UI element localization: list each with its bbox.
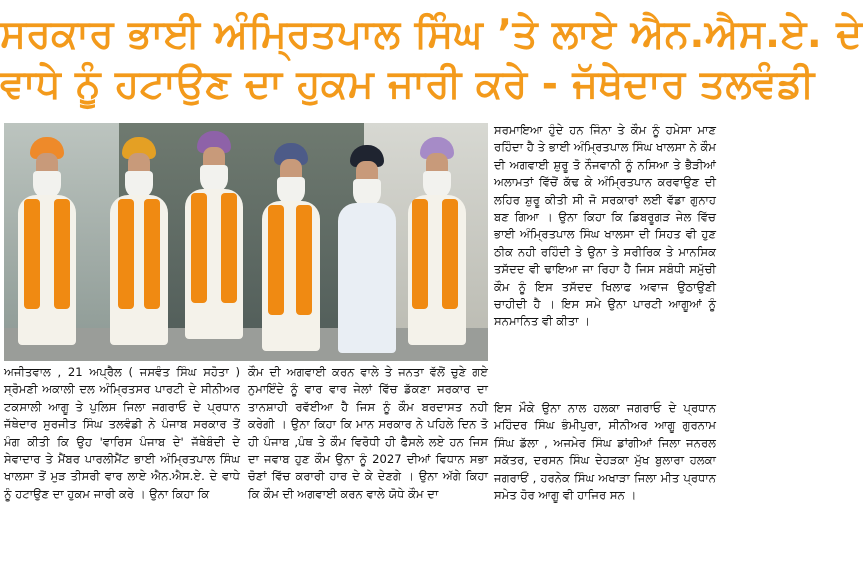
person-5 xyxy=(332,123,402,361)
headline-line-2: ਵਾਧੇ ਨੂੰ ਹਟਾਉਣ ਦਾ ਹੁਕਮ ਜਾਰੀ ਕਰੇ - ਜੱਥੇਦਾਰ ਤਲਵੰਡੀ xyxy=(0,62,815,107)
headline-line-1: ਸਰਕਾਰ ਭਾਈ ਅੰਮ੍ਰਿਤਪਾਲ ਸਿੰਘ ’ਤੇ ਲਾਏ ਐਨ.ਐਸ.ਏ. ਦੇ xyxy=(0,12,863,57)
person-3 xyxy=(179,123,249,361)
person-2 xyxy=(104,123,174,361)
person-6 xyxy=(402,123,472,361)
article-column-3-continued: ਇਸ ਮੌਕੇ ਉਨਾ ਨਾਲ ਹਲਕਾ ਜਗਰਾਓ ਦੇ ਪ੍ਰਧਾਨ ਮਹਿੰਦਰ ਸਿੰਘ ਭੰਮੀਪੁਰਾ, ਸੀਨੀਅਰ ਆਗੂ ਗੁਰਨਾਮ ਸਿੰਘ ਡੱਲਾ , ਅਜਮੇਰ ਸਿੰਘ ਡਾਂਗੀਆਂ ਜਿਲਾ ਜਨਰਲ ਸਕੱਤਰ, ਦਰਸਨ ਸਿੰਘ ਦੇਹੜਕਾ ਮੁੱਖ ਬੁਲਾਰਾ ਹਲਕਾ ਜਗਰਾਓਂ , ਹਰਨੇਕ ਸਿੰਘ ਅਖਾੜਾ ਜਿਲਾ ਮੀਤ ਪ੍ਰਧਾਨ ਸਮੇਤ ਹੋਰ ਆਗੂ ਵੀ ਹਾਜਿਰ ਸਨ । xyxy=(494,401,716,503)
person-4 xyxy=(256,123,326,361)
article-column-3: ਸਰਮਾਇਆ ਹੁੰਦੇ ਹਨ ਜਿੰਨਾ ਤੇ ਕੌਮ ਨੂੰ ਹਮੇਸਾ ਮਾਣ ਰਹਿੰਦਾ ਹੈ ਤੇ ਭਾਈ ਅੰਮ੍ਰਿਤਪਾਲ ਸਿੰਘ ਖਾਲਸਾ ਨੇ ਕੌਮ ਦੀ ਅਗਵਾਈ ਸ਼ੁਰੂ ਤੋ ਨੌਜਵਾਨੀ ਨੂੰ ਨਸਿਆ ਤੇ ਭੈੜੀਆਂ ਅਲਾਮਤਾਂ ਵਿੱਚੋਂ ਕੱਢ ਕੇ ਅੰਮ੍ਰਿਤਪਾਨ ਕਰਵਾਉਣ ਦੀ ਲਹਿਰ ਸ਼ੁਰੂ ਕੀਤੀ ਸੀ ਜੋ ਸਰਕਾਰਾਂ ਲਈ ਵੱਡਾ ਗੁਨਾਹ ਬਣ ਗਿਆ । ਉਨਾ ਕਿਹਾ ਕਿ ਡਿਬਰੂਗੜ ਜੇਲ ਵਿੱਚ ਭਾਈ ਅੰਮ੍ਰਿਤਪਾਲ ਸਿੰਘ ਖਾਲਸਾ ਦੀ ਸਿਹਤ ਵੀ ਹੁਣ ਠੀਕ ਨਹੀ ਰਹਿੰਦੀ ਤੇ ਉਨਾ ਤੇ ਸਰੀਰਿਕ ਤੇ ਮਾਨਸਿਕ ਤਸੱਦਦ ਵੀ ਢਾਇਆ ਜਾ ਰਿਹਾ ਹੈ ਜਿਸ ਸਬੰਧੀ ਸਮੁੱਚੀ ਕੌਮ ਨੂੰ ਇਸ ਤਸੱਦਦ ਖਿਲਾਫ ਅਵਾਜ ਉਠਾਉਣੀ ਚਾਹੀਦੀ ਹੈ । ਇਸ ਸਮੇ ਉਨਾ ਪਾਰਟੀ ਆਗੂਆਂ ਨੂੰ ਸਨਮਾਨਿਤ ਵੀ ਕੀਤਾ । xyxy=(494,123,716,329)
article-column-2: ਕੌਮ ਦੀ ਅਗਵਾਈ ਕਰਨ ਵਾਲੇ ਤੇ ਜਨਤਾ ਵੱਲੋਂ ਚੁਣੇ ਗਏ ਨੁਮਾਇੰਦੇ ਨੂੰ ਵਾਰ ਵਾਰ ਜੇਲਾਂ ਵਿੱਚ ਡੱਕਣਾ ਸਰਕਾਰ ਦਾ ਤਾਨਸ਼ਾਹੀ ਰਵੱਈਆ ਹੈ ਜਿਸ ਨੂੰ ਕੌਮ ਬਰਦਾਸਤ ਨਹੀ ਕਰੇਗੀ । ਉਨਾ ਕਿਹਾ ਕਿ ਮਾਨ ਸਰਕਾਰ ਨੇ ਪਹਿਲੇ ਦਿਨ ਤੋ ਹੀ ਪੰਜਾਬ ,ਪੰਥ ਤੇ ਕੌਮ ਵਿਰੋਧੀ ਹੀ ਫੈਸਲੇ ਲਏ ਹਨ ਜਿਸ ਦਾ ਜਵਾਬ ਹੁਣ ਕੌਮ ਉਨਾ ਨੂੰ 2027 ਦੀਆਂ ਵਿਧਾਨ ਸਭਾ ਚੋਣਾਂ ਵਿੱਚ ਕਰਾਰੀ ਹਾਰ ਦੇ ਕੇ ਦੇਣਗੇ । ਉਨਾ ਅੱਗੇ ਕਿਹਾ ਕਿ ਕੌਮ ਦੀ ਅਗਵਾਈ ਕਰਨ ਵਾਲੇ ਯੋਧੇ ਕੌਮ ਦਾ xyxy=(248,365,488,501)
person-1 xyxy=(12,123,82,361)
article-column-1: ਅਜੀਤਵਾਲ , 21 ਅਪ੍ਰੈਲ ( ਜਸਵੰਤ ਸਿੰਘ ਸਹੋਤਾ ) ਸ੍ਰੋਮਣੀ ਅਕਾਲੀ ਦਲ ਅੰਮ੍ਰਿਤਸਰ ਪਾਰਟੀ ਦੇ ਸੀਨੀਅਰ ਟਕਸਾਲੀ ਆਗੂ ਤੇ ਪੁਲਿਸ ਜਿਲਾ ਜਗਰਾਓ ਦੇ ਪ੍ਰਧਾਨ ਜੱਥੇਦਾਰ ਸੁਰਜੀਤ ਸਿੰਘ ਤਲਵੰਡੀ ਨੇ ਪੰਜਾਬ ਸਰਕਾਰ ਤੋਂ ਮੰਗ ਕੀਤੀ ਕਿ ਉਹ 'ਵਾਰਿਸ ਪੰਜਾਬ ਦੇ' ਜੱਥੇਬੰਦੀ ਦੇ ਸੇਵਾਦਾਰ ਤੇ ਮੈਂਬਰ ਪਾਰਲੀਮੈਂਟ ਭਾਈ ਅੰਮ੍ਰਿਤਪਾਲ ਸਿੰਘ ਖਾਲਸਾ ਤੋਂ ਮੁੜ ਤੀਸਰੀ ਵਾਰ ਲਾਏ ਐਨ.ਐਸ.ਏ. ਦੇ ਵਾਧੇ ਨੂੰ ਹਟਾਉਣ ਦਾ ਹੁਕਮ ਜਾਰੀ ਕਰੇ । ਉਨਾ ਕਿਹਾ ਕਿ xyxy=(4,365,240,501)
news-photo xyxy=(4,123,488,361)
